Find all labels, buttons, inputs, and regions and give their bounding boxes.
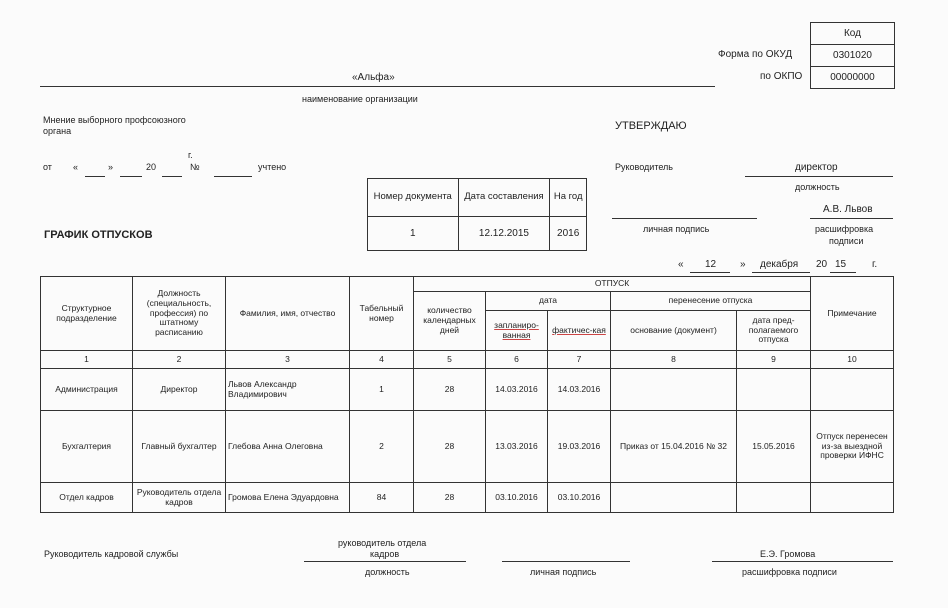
header-actual — [548, 311, 611, 351]
header-planned — [486, 311, 548, 351]
cell-note — [811, 483, 894, 513]
header-actual-text: фактичес-кая — [552, 324, 606, 335]
union-month-line — [120, 176, 142, 177]
codes-box — [810, 22, 895, 89]
union-year: 20 — [146, 162, 157, 172]
column-numbers-row — [41, 351, 894, 369]
cell-dept: Отдел кадров — [41, 483, 133, 513]
footer-position-line — [304, 561, 466, 562]
approve-day: 12 — [705, 259, 717, 270]
doc-number-header: Номер документа — [368, 179, 459, 217]
footer-name-value: Е.Э. Громова — [760, 549, 816, 559]
doc-year-value: 2016 — [550, 217, 587, 251]
header-struct: Структурное подразделение — [41, 277, 133, 351]
approve-decode-caption-2: подписи — [829, 236, 864, 246]
codes-header: Код — [843, 28, 861, 39]
footer-position-value-2: кадров — [370, 549, 400, 559]
approve-day-line — [690, 272, 730, 273]
organization-caption: наименование организации — [302, 94, 418, 104]
okud-label: Форма по ОКУД — [718, 49, 793, 60]
union-num-line — [214, 176, 252, 177]
cell-position: Директор — [133, 369, 226, 411]
vacation-schedule-table — [40, 276, 894, 513]
approve-year-suffix: 15 — [835, 259, 847, 270]
union-day-line — [85, 176, 105, 177]
col-number: 9 — [737, 351, 811, 369]
header-vacation: ОТПУСК — [414, 277, 811, 292]
union-line1: Мнение выборного профсоюзного — [43, 115, 186, 125]
approve-g: г. — [872, 259, 878, 270]
cell-actual: 03.10.2016 — [548, 483, 611, 513]
approve-month: декабря — [760, 259, 799, 270]
cell-planned: 03.10.2016 — [486, 483, 548, 513]
header-planned-text: запланиро-ванная — [494, 319, 539, 340]
cell-note: Отпуск перенесен из-за выездной проверки ИФНС — [811, 411, 894, 483]
cell-tab: 84 — [350, 483, 414, 513]
union-quote-open: « — [73, 162, 79, 172]
cell-position: Руководитель отдела кадров — [133, 483, 226, 513]
cell-expected — [737, 369, 811, 411]
cell-basis — [611, 483, 737, 513]
cell-days: 28 — [414, 411, 486, 483]
organization-name: «Альфа» — [352, 72, 395, 83]
approve-quote-close: » — [740, 259, 746, 270]
approve-title: УТВЕРЖДАЮ — [615, 120, 687, 132]
cell-planned: 13.03.2016 — [486, 411, 548, 483]
footer-position-caption: должность — [365, 567, 410, 577]
union-year-line — [162, 176, 182, 177]
cell-name: Глебова Анна Олеговна — [226, 411, 350, 483]
col-number: 3 — [226, 351, 350, 369]
approve-name-value: А.В. Львов — [823, 204, 873, 215]
col-number: 10 — [811, 351, 894, 369]
cell-dept: Бухгалтерия — [41, 411, 133, 483]
table-row — [41, 369, 894, 411]
table-row — [41, 411, 894, 483]
approve-signature-line — [612, 218, 757, 219]
header-days: количество календарных дней — [414, 292, 486, 351]
header-expected: дата пред-полагаемого отпуска — [737, 311, 811, 351]
cell-basis — [611, 369, 737, 411]
approve-position-caption: должность — [795, 182, 840, 192]
approve-signature-caption: личная подпись — [643, 224, 710, 234]
page-title: ГРАФИК ОТПУСКОВ — [44, 229, 153, 241]
col-number: 5 — [414, 351, 486, 369]
col-number: 7 — [548, 351, 611, 369]
doc-number-value: 1 — [368, 217, 459, 251]
col-number: 1 — [41, 351, 133, 369]
footer-decode-caption: расшифровка подписи — [742, 567, 837, 577]
approve-month-line — [752, 272, 810, 273]
cell-expected — [737, 483, 811, 513]
header-name: Фамилия, имя, отчество — [226, 277, 350, 351]
okud-value: 0301020 — [811, 44, 894, 66]
approve-position-line — [745, 176, 893, 177]
approve-year-prefix: 20 — [816, 259, 828, 270]
footer-name-line — [712, 561, 893, 562]
header-date: дата — [486, 292, 611, 311]
header-note: Примечание — [811, 277, 894, 351]
doc-date-header: Дата составления — [458, 179, 550, 217]
cell-actual: 14.03.2016 — [548, 369, 611, 411]
okpo-value: 00000000 — [811, 66, 894, 88]
header-basis: основание (документ) — [611, 311, 737, 351]
document-info-table — [367, 178, 587, 251]
approve-decode-caption-1: расшифровка — [815, 224, 874, 234]
doc-year-header: На год — [550, 179, 587, 217]
col-number: 2 — [133, 351, 226, 369]
cell-tab: 2 — [350, 411, 414, 483]
cell-actual: 19.03.2016 — [548, 411, 611, 483]
col-number: 4 — [350, 351, 414, 369]
okpo-label: по ОКПО — [760, 71, 803, 82]
table-row — [41, 483, 894, 513]
cell-days: 28 — [414, 369, 486, 411]
approve-head-label: Руководитель — [615, 162, 673, 172]
union-num: № — [190, 162, 200, 172]
cell-basis: Приказ от 15.04.2016 № 32 — [611, 411, 737, 483]
doc-date-value: 12.12.2015 — [458, 217, 550, 251]
header-transfer: перенесение отпуска — [611, 292, 811, 311]
union-g: г. — [188, 150, 193, 160]
approve-name-line — [810, 218, 893, 219]
footer-signature-line — [502, 561, 630, 562]
cell-planned: 14.03.2016 — [486, 369, 548, 411]
header-tab: Табельный номер — [350, 277, 414, 351]
cell-name: Громова Елена Эдуардовна — [226, 483, 350, 513]
union-from: от — [43, 162, 52, 172]
col-number: 6 — [486, 351, 548, 369]
approve-quote-open: « — [678, 259, 684, 270]
approve-position-value: директор — [795, 162, 838, 173]
footer-position-value-1: руководитель отдела — [338, 538, 427, 548]
union-quote-close: » — [108, 162, 114, 172]
approve-year-line — [830, 272, 856, 273]
footer-label: Руководитель кадровой службы — [44, 549, 179, 559]
cell-tab: 1 — [350, 369, 414, 411]
cell-position: Главный бухгалтер — [133, 411, 226, 483]
col-number: 8 — [611, 351, 737, 369]
cell-note — [811, 369, 894, 411]
union-considered: учтено — [258, 162, 287, 172]
cell-name: Львов Александр Владимирович — [226, 369, 350, 411]
footer-signature-caption: личная подпись — [530, 567, 597, 577]
cell-days: 28 — [414, 483, 486, 513]
union-line2: органа — [43, 126, 72, 136]
organization-line — [40, 86, 715, 87]
cell-dept: Администрация — [41, 369, 133, 411]
header-position: Должность (специальность, профессия) по штатному расписанию — [133, 277, 226, 351]
cell-expected: 15.05.2016 — [737, 411, 811, 483]
